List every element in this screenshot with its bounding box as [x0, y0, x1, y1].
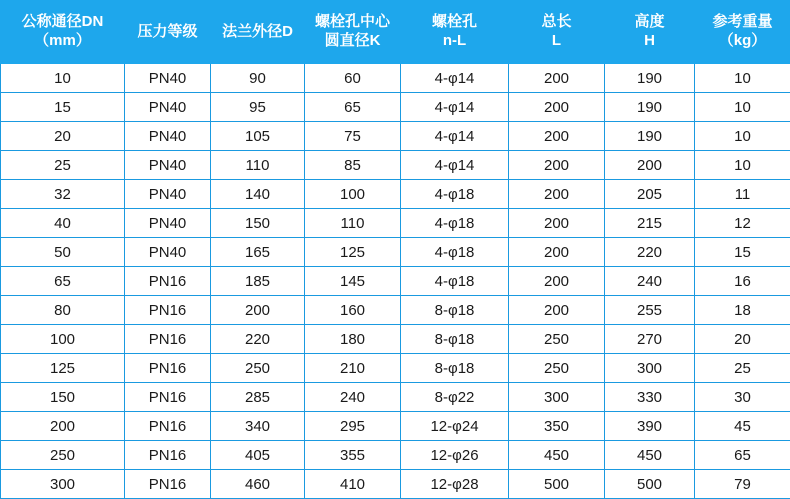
table-row — [1, 122, 790, 151]
table-row — [1, 383, 790, 412]
table-cell: 410 — [305, 470, 401, 499]
table-cell: 220 — [605, 238, 695, 267]
table-cell: 160 — [305, 296, 401, 325]
column-header-line1: 螺栓孔中心 — [315, 13, 390, 30]
table-cell: 4-φ14 — [401, 64, 509, 93]
table-body — [1, 64, 790, 499]
column-header-line2: 圆直径K — [305, 32, 400, 51]
table-cell: 200 — [605, 151, 695, 180]
table-cell: 12-φ26 — [401, 441, 509, 470]
table-cell: 8-φ22 — [401, 383, 509, 412]
table-cell: 100 — [1, 325, 125, 354]
column-header-line1: 螺栓孔 — [432, 13, 477, 30]
table-cell: 190 — [605, 93, 695, 122]
table-cell: 125 — [305, 238, 401, 267]
table-cell: 4-φ18 — [401, 209, 509, 238]
table-cell: 12 — [695, 209, 790, 238]
column-header-line1: 压力等级 — [137, 23, 197, 40]
table-cell: 75 — [305, 122, 401, 151]
table-cell: 220 — [211, 325, 305, 354]
table-cell: 11 — [695, 180, 790, 209]
table-cell: 150 — [211, 209, 305, 238]
table-cell: 45 — [695, 412, 790, 441]
table-cell: PN40 — [125, 64, 211, 93]
table-cell: 95 — [211, 93, 305, 122]
table-cell: 270 — [605, 325, 695, 354]
table-cell: PN16 — [125, 354, 211, 383]
table-cell: 240 — [605, 267, 695, 296]
column-header-line2: H — [605, 32, 694, 51]
table-cell: 250 — [1, 441, 125, 470]
table-cell: PN16 — [125, 296, 211, 325]
column-header-line1: 法兰外径D — [222, 23, 293, 40]
table-row — [1, 93, 790, 122]
table-cell: 65 — [305, 93, 401, 122]
table-cell: 65 — [1, 267, 125, 296]
table-cell: 15 — [695, 238, 790, 267]
table-cell: 210 — [305, 354, 401, 383]
table-row — [1, 325, 790, 354]
table-cell: 240 — [305, 383, 401, 412]
table-cell: 4-φ14 — [401, 93, 509, 122]
table-cell: PN16 — [125, 441, 211, 470]
table-cell: 8-φ18 — [401, 296, 509, 325]
table-cell: 450 — [605, 441, 695, 470]
table-cell: 12-φ28 — [401, 470, 509, 499]
table-cell: 79 — [695, 470, 790, 499]
table-cell: PN40 — [125, 93, 211, 122]
column-header-nominal-diameter — [1, 1, 125, 64]
column-header-bolt-circle-diameter — [305, 1, 401, 64]
table-cell: 200 — [1, 412, 125, 441]
table-cell: 190 — [605, 122, 695, 151]
table-cell: 16 — [695, 267, 790, 296]
table-cell: PN40 — [125, 209, 211, 238]
table-row — [1, 412, 790, 441]
table-cell: 18 — [695, 296, 790, 325]
table-cell: 25 — [695, 354, 790, 383]
table-row — [1, 209, 790, 238]
table-cell: 295 — [305, 412, 401, 441]
table-cell: PN16 — [125, 470, 211, 499]
table-cell: 10 — [695, 151, 790, 180]
table-header — [1, 1, 790, 64]
table-cell: 4-φ18 — [401, 238, 509, 267]
table-cell: 500 — [509, 470, 605, 499]
table-cell: 4-φ18 — [401, 267, 509, 296]
table-cell: 60 — [305, 64, 401, 93]
table-cell: 330 — [605, 383, 695, 412]
table-cell: 32 — [1, 180, 125, 209]
table-cell: 200 — [509, 267, 605, 296]
column-header-reference-weight — [695, 1, 790, 64]
table-cell: 200 — [211, 296, 305, 325]
table-cell: 200 — [509, 296, 605, 325]
table-cell: 450 — [509, 441, 605, 470]
table-cell: 200 — [509, 209, 605, 238]
column-header-height — [605, 1, 695, 64]
table-cell: 10 — [695, 64, 790, 93]
table-row — [1, 64, 790, 93]
table-cell: 140 — [211, 180, 305, 209]
table-row — [1, 354, 790, 383]
table-cell: 85 — [305, 151, 401, 180]
table-cell: 10 — [695, 93, 790, 122]
table-cell: 250 — [509, 354, 605, 383]
table-cell: 200 — [509, 122, 605, 151]
table-cell: 4-φ14 — [401, 122, 509, 151]
table-cell: PN16 — [125, 325, 211, 354]
table-cell: 80 — [1, 296, 125, 325]
table-cell: PN16 — [125, 412, 211, 441]
table-cell: 65 — [695, 441, 790, 470]
column-header-line2: （kg） — [695, 32, 790, 51]
column-header-line1: 公称通径DN — [22, 13, 104, 30]
table-cell: 8-φ18 — [401, 354, 509, 383]
table-cell: 165 — [211, 238, 305, 267]
table-cell: 25 — [1, 151, 125, 180]
table-cell: 105 — [211, 122, 305, 151]
column-header-pressure-rating — [125, 1, 211, 64]
table-cell: 200 — [509, 64, 605, 93]
table-row — [1, 441, 790, 470]
table-cell: 150 — [1, 383, 125, 412]
column-header-line1: 总长 — [541, 13, 571, 30]
table-cell: 300 — [509, 383, 605, 412]
column-header-line1: 参考重量 — [712, 13, 772, 30]
column-header-line2: n-L — [401, 32, 508, 51]
table-cell: 4-φ14 — [401, 151, 509, 180]
table-cell: 250 — [211, 354, 305, 383]
column-header-total-length — [509, 1, 605, 64]
table-cell: 205 — [605, 180, 695, 209]
table-cell: 340 — [211, 412, 305, 441]
table-cell: 200 — [509, 93, 605, 122]
table-cell: 255 — [605, 296, 695, 325]
table-cell: 125 — [1, 354, 125, 383]
table-cell: 10 — [695, 122, 790, 151]
table-cell: PN40 — [125, 151, 211, 180]
table-cell: 180 — [305, 325, 401, 354]
table-cell: 460 — [211, 470, 305, 499]
table-cell: 30 — [695, 383, 790, 412]
table-cell: 300 — [1, 470, 125, 499]
column-header-bolt-holes — [401, 1, 509, 64]
table-row — [1, 470, 790, 499]
table-cell: 500 — [605, 470, 695, 499]
table-cell: 20 — [695, 325, 790, 354]
table-cell: 4-φ18 — [401, 180, 509, 209]
table-cell: PN16 — [125, 383, 211, 412]
table-cell: 405 — [211, 441, 305, 470]
table-cell: 8-φ18 — [401, 325, 509, 354]
table-cell: 350 — [509, 412, 605, 441]
table-cell: PN40 — [125, 238, 211, 267]
column-header-flange-outer-diameter — [211, 1, 305, 64]
column-header-line1: 高度 — [634, 13, 664, 30]
table-cell: 250 — [509, 325, 605, 354]
table-cell: 12-φ24 — [401, 412, 509, 441]
table-cell: PN16 — [125, 267, 211, 296]
table-row — [1, 238, 790, 267]
table-cell: 110 — [211, 151, 305, 180]
column-header-line2: L — [509, 32, 604, 51]
table-cell: 355 — [305, 441, 401, 470]
table-cell: 190 — [605, 64, 695, 93]
table-cell: 285 — [211, 383, 305, 412]
table-row — [1, 151, 790, 180]
table-cell: 200 — [509, 151, 605, 180]
table-cell: 20 — [1, 122, 125, 151]
table-cell: 200 — [509, 180, 605, 209]
table-cell: 50 — [1, 238, 125, 267]
table-row — [1, 267, 790, 296]
table-cell: 300 — [605, 354, 695, 383]
table-cell: 90 — [211, 64, 305, 93]
table-cell: 185 — [211, 267, 305, 296]
table-row — [1, 180, 790, 209]
column-header-line2: （mm） — [1, 32, 124, 51]
table-header-row — [1, 1, 790, 64]
table-cell: 110 — [305, 209, 401, 238]
table-cell: 145 — [305, 267, 401, 296]
table-cell: 40 — [1, 209, 125, 238]
table-cell: 215 — [605, 209, 695, 238]
table-row — [1, 296, 790, 325]
table-cell: PN40 — [125, 180, 211, 209]
table-cell: 390 — [605, 412, 695, 441]
table-cell: 15 — [1, 93, 125, 122]
table-cell: 200 — [509, 238, 605, 267]
table-cell: 100 — [305, 180, 401, 209]
table-cell: PN40 — [125, 122, 211, 151]
table-cell: 10 — [1, 64, 125, 93]
